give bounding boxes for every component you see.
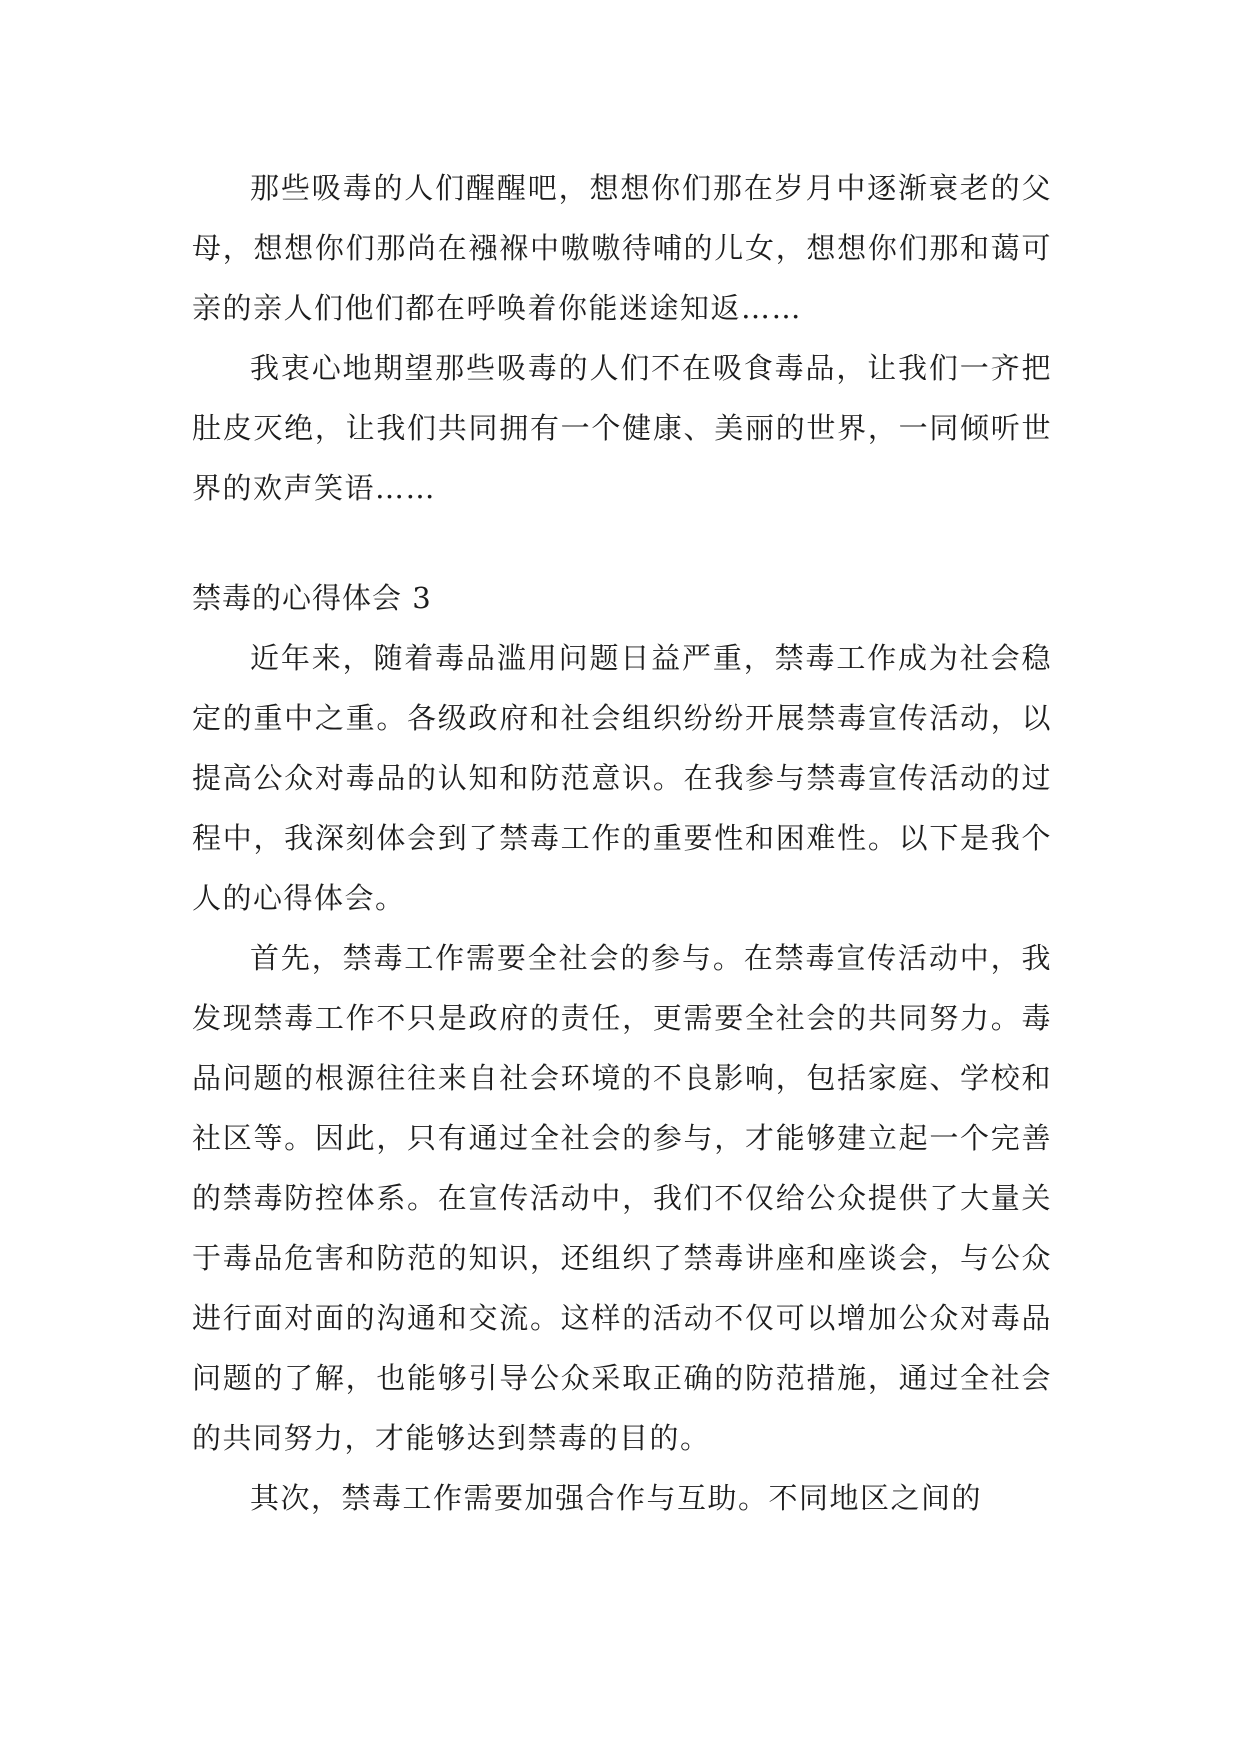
document-body (192, 158, 1052, 1528)
paragraph: 我衷心地期望那些吸毒的人们不在吸食毒品，让我们一齐把肚皮灭绝，让我们共同拥有一个健康、美丽的世界，一同倾听世界的欢声笑语…… (192, 351, 1052, 505)
paragraph: 其次，禁毒工作需要加强合作与互助。不同地区之间的 (250, 1481, 983, 1515)
paragraph: 近年来，随着毒品滥用问题日益严重，禁毒工作成为社会稳定的重中之重。各级政府和社会组织纷纷开展禁毒宣传活动，以提高公众对毒品的认知和防范意识。在我参与禁毒宣传活动的过程中，我深刻体会到了禁毒工作的重要性和困难性。以下是我个人的心得体会。 (192, 641, 1052, 915)
paragraph: 首先，禁毒工作需要全社会的参与。在禁毒宣传活动中，我发现禁毒工作不只是政府的责任，更需要全社会的共同努力。毒品问题的根源往往来自社会环境的不良影响，包括家庭、学校和社区等。因此，只有通过全社会的参与，才能够建立起一个完善的禁毒防控体系。在宣传活动中，我们不仅给公众提供了大量关于毒品危害和防范的知识，还组织了禁毒讲座和座谈会，与公众进行面对面的沟通和交流。这样的活动不仅可以增加公众对毒品问题的了解，也能够引导公众采取正确的防范措施，通过全社会的共同努力，才能够达到禁毒的目的。 (192, 941, 1052, 1455)
paragraph: 那些吸毒的人们醒醒吧，想想你们那在岁月中逐渐衰老的父母，想想你们那尚在襁褓中嗷嗷待哺的儿女，想想你们那和蔼可亲的亲人们他们都在呼唤着你能迷途知返…… (192, 171, 1052, 325)
section-title: 禁毒的心得体会 3 (192, 581, 432, 615)
